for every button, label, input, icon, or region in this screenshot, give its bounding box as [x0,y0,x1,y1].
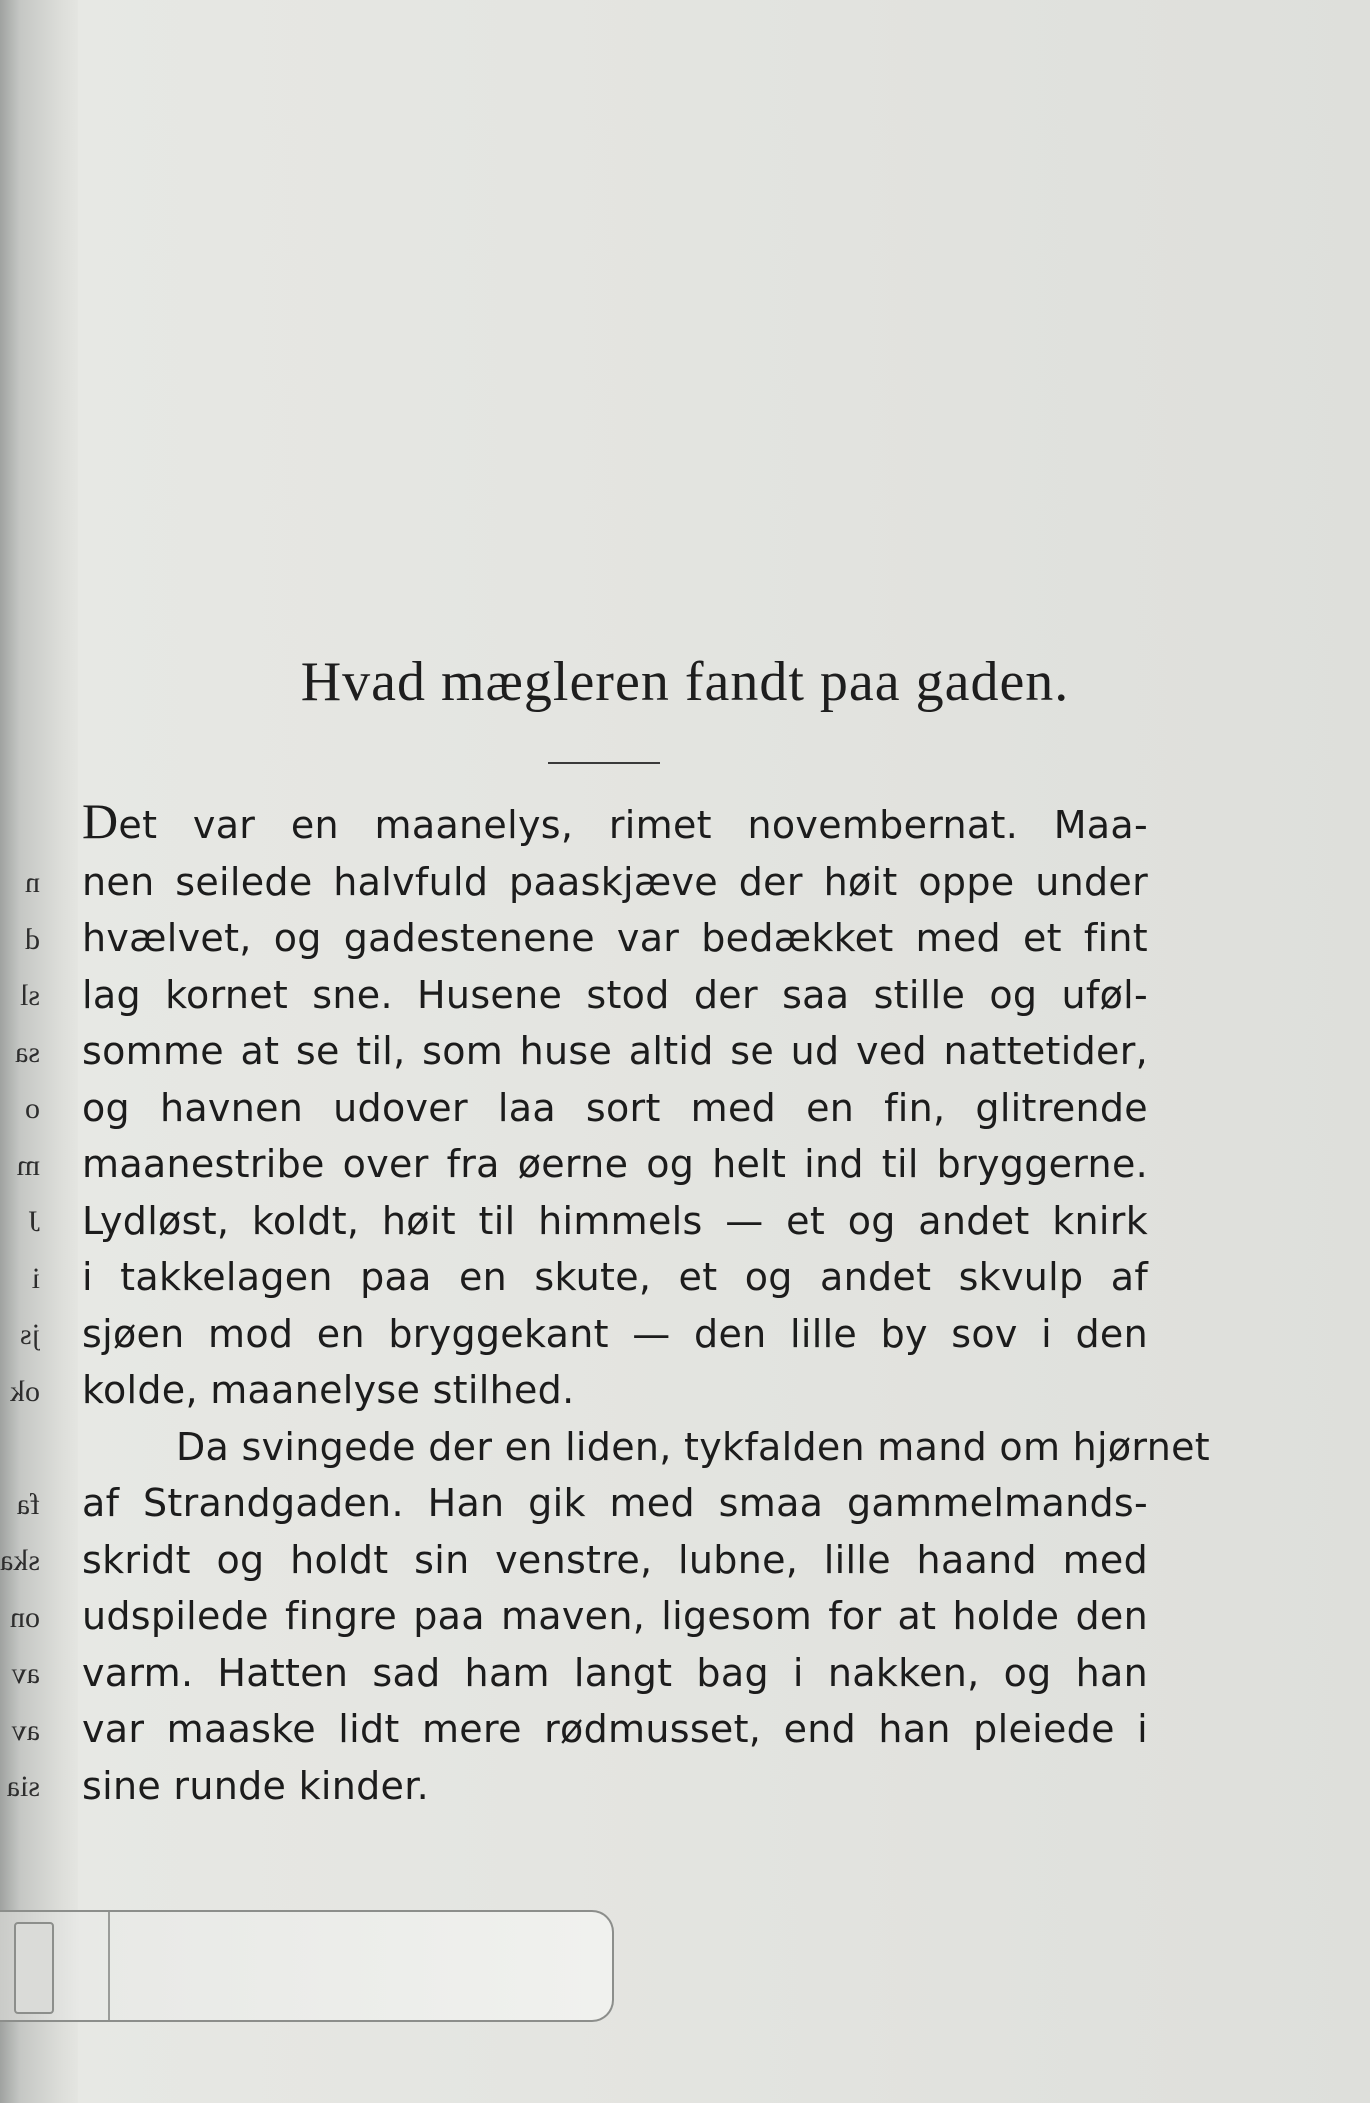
fragment: js [19,1318,40,1351]
fragment: sa [15,1035,40,1069]
text-line: udspilede fingre paa maven, ligesom for at holde den [82,1594,1148,1638]
title-rule [548,762,660,764]
text-line: af Strandgaden. Han gik med smaa gammelmands- [82,1481,1148,1525]
fragment: d [25,922,40,956]
fragment: ok [10,1374,40,1408]
fragment: sia [6,1770,40,1803]
text-line: sine runde kinder. [82,1763,430,1808]
text-line: var maaske lidt mere rødmusset, end han pleiede i [82,1707,1148,1751]
fragment: m [16,1148,40,1182]
body-text [82,793,1210,1814]
fragment: i [31,1261,40,1295]
fragment: o [25,1092,40,1125]
fragment: J [28,1205,40,1238]
fragment: av [11,1657,40,1690]
drop-cap: D [82,793,119,849]
fragment [0,1420,40,1477]
text-line: Det var en maanelys, rimet novembernat. Maa- [82,793,1148,849]
fragment: n [25,866,40,899]
text-line: lag kornet sne. Husene stod der saa stille og uføl- [82,972,1148,1017]
fragment: ska [0,1544,40,1577]
paragraph-2 [82,1419,1210,1815]
text-line: varm. Hatten sad ham langt bag i nakken, og han [82,1650,1148,1695]
text-line: nen seilede halvfuld paaskjæve der høit oppe under [82,859,1148,904]
fragment: sl [19,979,40,1012]
fragment: av [11,1713,40,1747]
text-line: Da svingede der en liden, tykfalden mand om hjørnet [176,1424,1210,1469]
text-line: og havnen udover laa sort med en fin, glitrende [82,1085,1148,1130]
text-line: kolde, maanelyse stilhed. [82,1368,575,1412]
fragment: fa [16,1487,40,1521]
chapter-title: Hvad mægleren fandt paa gaden. [300,651,1070,713]
text-line: somme at se til, som huse altid se ud ved nattetider, [82,1029,1148,1073]
tab-inner-box [14,1922,54,2014]
tab-divider [108,1912,110,2020]
text-line: Lydløst, koldt, høit til himmels — et og andet knirk [82,1198,1148,1243]
facing-page-fragments [0,855,40,1816]
fragment: on [10,1600,40,1634]
text-line: sjøen mod en bryggekant — den lille by sov i den [82,1311,1148,1356]
text-line: skridt og holdt sin venstre, lubne, lille haand med [82,1537,1148,1582]
text-line: i takkelagen paa en skute, et og andet skvulp af [82,1255,1148,1299]
text-line: maanestribe over fra øerne og helt ind til bryggerne. [82,1142,1148,1186]
text-line: hvælvet, og gadestenene var bedækket med et fint [82,916,1148,960]
library-label-tab [0,1910,614,2022]
paragraph-1 [82,793,1148,1419]
